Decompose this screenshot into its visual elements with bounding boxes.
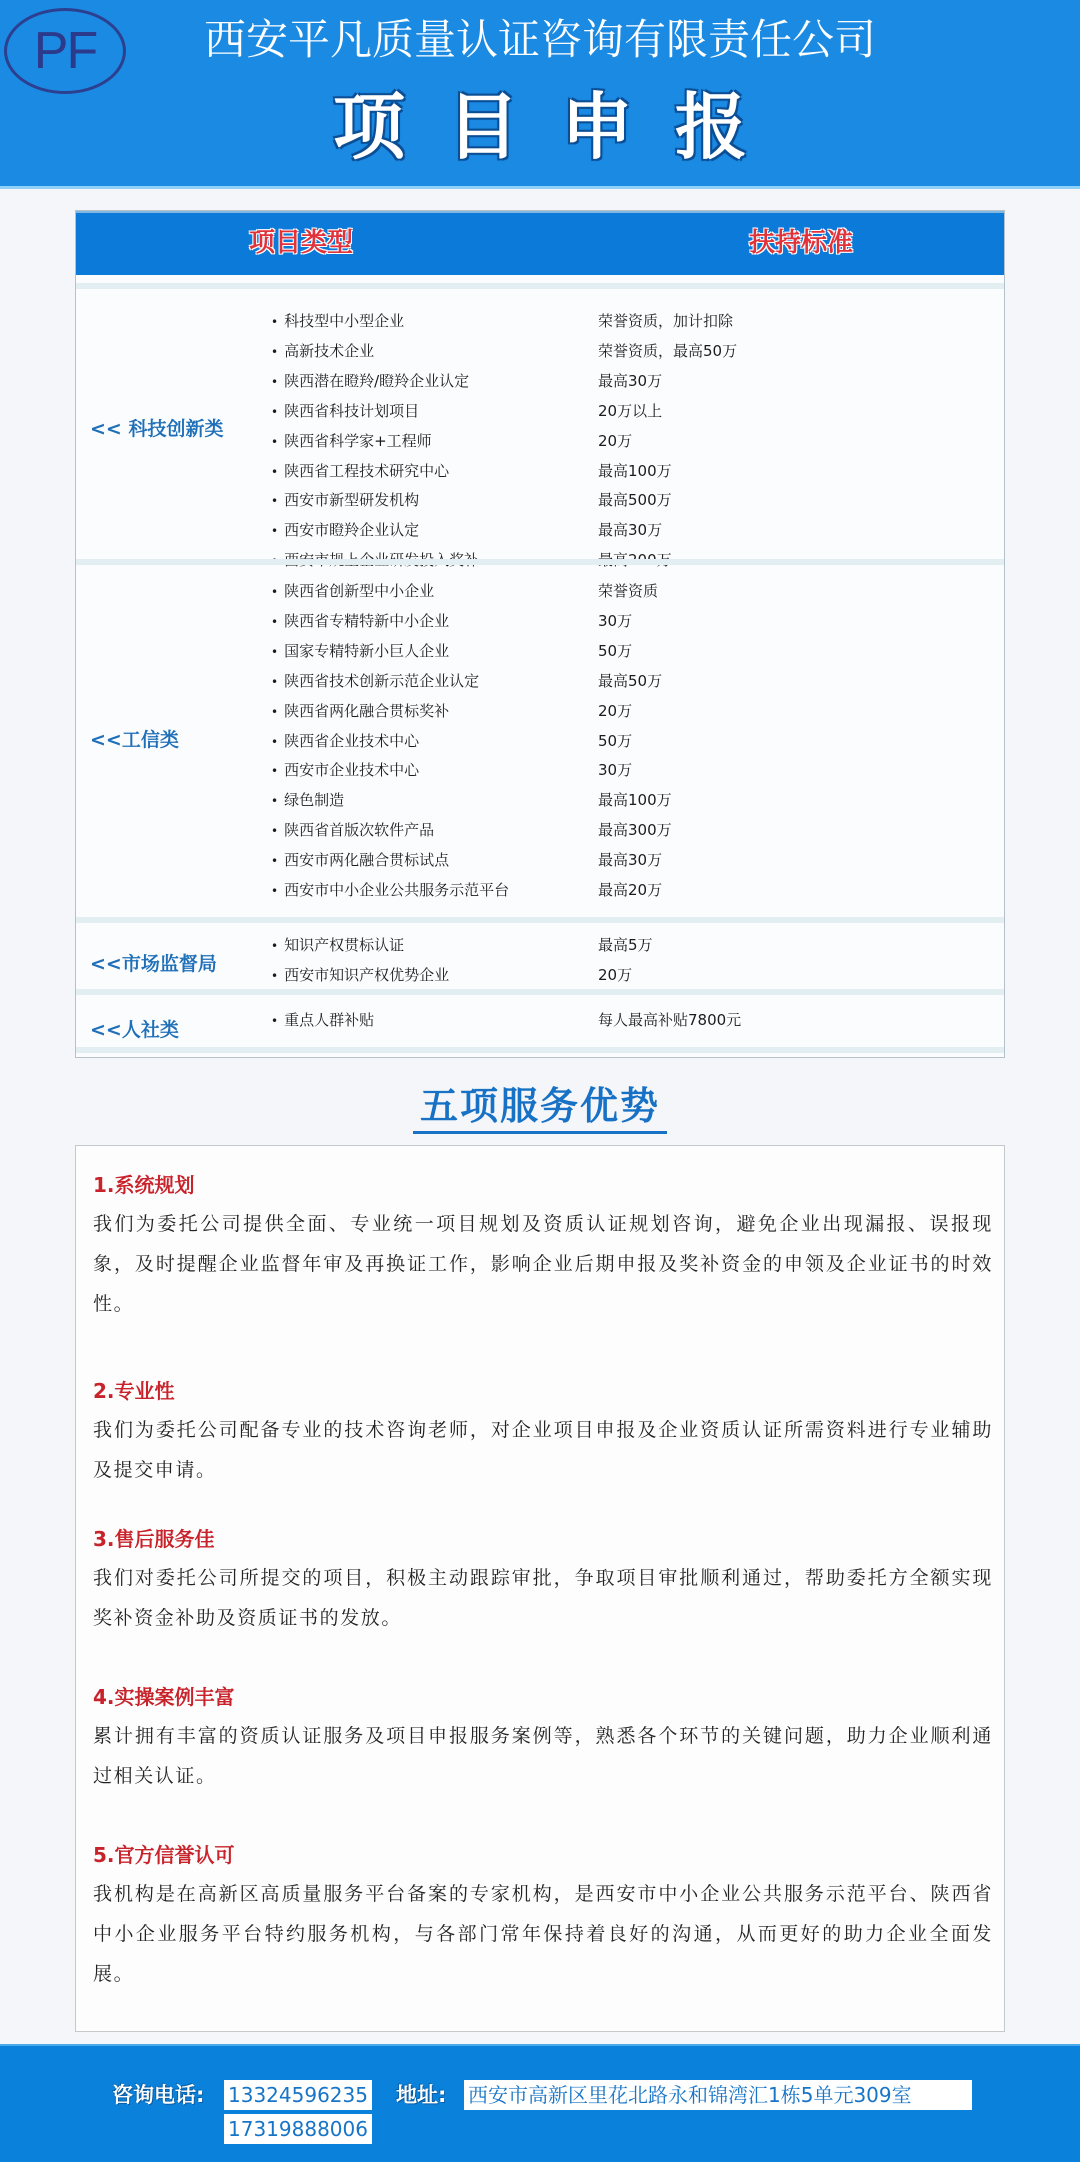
project-type: • 陕西省两化融合贯标奖补	[271, 697, 449, 725]
project-type: • 西安市两化融合贯标试点	[271, 846, 449, 874]
support-standard: 最高5万	[598, 936, 653, 954]
support-standard: 最高30万	[598, 371, 663, 390]
company-logo	[4, 8, 126, 94]
category-label: <<人社类	[90, 1019, 179, 1041]
project-type: • 陕西省科学家+工程师	[271, 427, 432, 455]
support-standard: 20万	[598, 431, 633, 450]
table-section	[76, 283, 1004, 570]
support-standard: 每人最高补贴7800元	[598, 1011, 742, 1029]
support-standard: 最高30万	[598, 521, 663, 540]
project-type: • 陕西省专精特新中小企业	[271, 607, 449, 635]
column-header-standard: 扶持标准	[748, 228, 853, 258]
category-label: << 科技创新类	[90, 418, 224, 440]
table-row	[76, 667, 1004, 695]
project-type: • 知识产权贯标认证	[271, 931, 404, 959]
table-row	[76, 697, 1004, 725]
project-type: • 西安市规上企业研发投入奖补	[271, 546, 479, 574]
table-row	[76, 637, 1004, 665]
address-value: 西安市高新区里花北路永和锦湾汇1栋5单元309室	[464, 2080, 972, 2110]
table-row	[76, 727, 1004, 755]
title-underline	[413, 1131, 667, 1134]
advantage-item	[93, 1168, 993, 1324]
table-row	[76, 457, 1004, 485]
table-row	[76, 427, 1004, 455]
support-standard: 荣誉资质，加计扣除	[598, 312, 734, 330]
category-label: <<市场监督局	[90, 953, 217, 975]
project-type: • 西安市新型研发机构	[271, 486, 419, 514]
project-type: • 陕西省技术创新示范企业认定	[271, 667, 479, 695]
advantage-item	[93, 1374, 993, 1490]
project-type: • 陕西省科技计划项目	[271, 397, 419, 425]
advantage-heading: 2.专业性	[93, 1379, 175, 1403]
advantage-body: 累计拥有丰富的资质认证服务及项目申报服务案例等，熟悉各个环节的关键问题，助力企业顺利通过相关认证。	[93, 1725, 993, 1787]
advantage-heading: 4.实操案例丰富	[93, 1685, 235, 1709]
page-title: 项目申报	[332, 85, 789, 169]
support-standard: 最高300万	[598, 821, 672, 840]
project-type: • 陕西省企业技术中心	[271, 727, 419, 755]
column-header-type: 项目类型	[248, 228, 353, 258]
logo-text: PF	[33, 22, 97, 80]
project-type: • 西安市企业技术中心	[271, 756, 419, 784]
project-type: • 西安市中小企业公共服务示范平台	[271, 876, 509, 904]
advantage-heading: 3.售后服务佳	[93, 1527, 215, 1551]
project-type: • 陕西省创新型中小企业	[271, 577, 434, 605]
advantage-body: 我机构是在高新区高质量服务平台备案的专家机构，是西安市中小企业公共服务示范平台、陕西省中小企业服务平台特约服务机构，与各部门常年保持着良好的沟通，从而更好的助力企业全面发展。	[93, 1883, 993, 1985]
table-row	[76, 961, 1004, 989]
table-row	[76, 786, 1004, 814]
table-row	[76, 931, 1004, 959]
table-row	[76, 846, 1004, 874]
support-standard: 荣誉资质，最高50万	[598, 341, 738, 360]
table-row	[76, 397, 1004, 425]
project-type: • 西安市瞪羚企业认定	[271, 516, 419, 544]
advantage-body: 我们为委托公司提供全面、专业统一项目规划及资质认证规划咨询，避免企业出现漏报、误报现象，及时提醒企业监督年审及再换证工作，影响企业后期申报及奖补资金的申领及企业证书的时效性。	[93, 1213, 993, 1315]
table-section	[76, 559, 1004, 923]
advantage-item	[93, 1522, 993, 1638]
project-type: • 国家专精特新小巨人企业	[271, 637, 449, 665]
table-section	[76, 917, 1004, 995]
advantage-item	[93, 1838, 993, 1994]
table-section	[76, 989, 1004, 1053]
advantage-item	[93, 1680, 993, 1796]
company-name: 西安平凡质量认证咨询有限责任公司	[203, 15, 876, 64]
project-type: • 绿色制造	[271, 786, 344, 814]
project-type: • 重点人群补贴	[271, 1006, 374, 1034]
project-table	[75, 210, 1005, 1058]
table-row	[76, 367, 1004, 395]
support-standard: 最高100万	[598, 461, 672, 480]
contact-footer	[0, 2044, 1080, 2162]
support-standard: 50万	[598, 731, 633, 750]
support-standard: 20万	[598, 701, 633, 720]
support-standard: 最高200万	[598, 551, 672, 570]
address-label: 地址:	[396, 2083, 447, 2107]
page-header	[0, 0, 1080, 189]
table-header	[76, 211, 1004, 275]
support-standard: 最高500万	[598, 491, 672, 510]
phone-label: 咨询电话:	[112, 2083, 205, 2107]
advantage-heading: 1.系统规划	[93, 1173, 195, 1197]
support-standard: 最高30万	[598, 851, 663, 870]
project-type: • 高新技术企业	[271, 337, 374, 365]
table-row	[76, 307, 1004, 335]
table-row	[76, 607, 1004, 635]
advantages-box	[75, 1145, 1005, 2032]
project-type: • 西安市知识产权优势企业	[271, 961, 449, 989]
table-row	[76, 876, 1004, 904]
support-standard: 最高50万	[598, 671, 663, 690]
table-row	[76, 1006, 1004, 1034]
support-standard: 30万	[598, 611, 633, 630]
table-row	[76, 337, 1004, 365]
support-standard: 30万	[598, 761, 633, 780]
support-standard: 50万	[598, 641, 633, 660]
advantage-body: 我们为委托公司配备专业的技术咨询老师，对企业项目申报及企业资质认证所需资料进行专业辅助及提交申请。	[93, 1419, 993, 1481]
advantage-body: 我们对委托公司所提交的项目，积极主动跟踪审批，争取项目审批顺利通过，帮助委托方全额实现奖补资金补助及资质证书的发放。	[93, 1567, 993, 1629]
phone-number[interactable]: 13324596235	[224, 2080, 372, 2110]
project-type: • 陕西潜在瞪羚/瞪羚企业认定	[271, 367, 469, 395]
support-standard: 20万	[598, 965, 633, 984]
project-type: • 陕西省首版次软件产品	[271, 816, 434, 844]
project-type: • 科技型中小型企业	[271, 307, 404, 335]
project-type: • 陕西省工程技术研究中心	[271, 457, 449, 485]
table-row	[76, 816, 1004, 844]
support-standard: 20万以上	[598, 401, 663, 420]
support-standard: 最高20万	[598, 881, 663, 899]
table-row	[76, 577, 1004, 605]
support-standard: 荣誉资质	[598, 582, 659, 600]
support-standard: 最高100万	[598, 791, 672, 810]
table-row	[76, 516, 1004, 544]
table-row	[76, 756, 1004, 784]
category-label: <<工信类	[90, 729, 179, 751]
phone-number[interactable]: 17319888006	[224, 2114, 372, 2144]
table-row	[76, 486, 1004, 514]
advantages-title: 五项服务优势	[419, 1084, 660, 1128]
advantage-heading: 5.官方信誉认可	[93, 1843, 235, 1867]
